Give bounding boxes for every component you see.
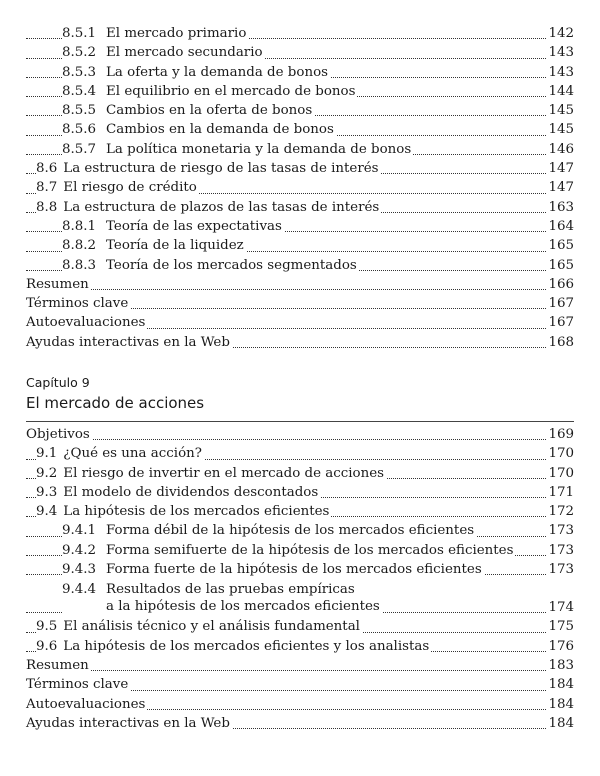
toc-entry-title: La hipótesis de los mercados eficientes: [63, 504, 330, 520]
toc-entry: [26, 236, 574, 255]
toc-entry-title: El mercado secundario: [106, 45, 263, 61]
toc-entry-page: 164: [546, 217, 574, 236]
toc-entry-label: [36, 617, 362, 636]
dot-leader: [26, 289, 548, 290]
toc-entry-number: 8.5.5: [62, 103, 97, 119]
toc-entry-number: 8.5.7: [62, 141, 97, 157]
toc-entry: [26, 294, 574, 313]
toc-entry: [26, 101, 574, 120]
toc-entry-page: 168: [546, 333, 574, 352]
dot-leader: [26, 670, 548, 671]
chapter-title: El mercado de acciones: [26, 394, 205, 412]
toc-entry-number: 8.8.1: [62, 218, 97, 234]
toc-entry-label: [36, 198, 381, 217]
toc-entry-label: [26, 656, 91, 675]
toc-entry: [26, 675, 574, 694]
toc-entry: [26, 714, 574, 733]
toc-entry-title: El mercado primario: [106, 26, 247, 41]
toc-entry-number: 8.5.2: [62, 45, 97, 61]
toc-entry: [26, 217, 574, 236]
toc-entry-label: [26, 275, 91, 294]
toc-entry-page: 143: [546, 43, 574, 62]
toc-entry-page: 163: [546, 198, 574, 217]
toc-entry-number: 9.4: [36, 504, 58, 520]
toc-entry-page: 172: [546, 502, 574, 521]
toc-entry-title: Forma semifuerte de la hipótesis de los mercados eficientes: [106, 542, 514, 558]
toc-entry-number: 8.5.4: [62, 83, 97, 99]
toc-entry-number: 9.1: [36, 446, 58, 462]
toc-entry: [26, 425, 574, 444]
toc-entry: [26, 617, 574, 636]
toc-entry-label: [62, 560, 484, 579]
toc-entry-page: 147: [546, 159, 574, 178]
toc-entry-title: Teoría de las expectativas: [106, 218, 282, 234]
toc-entry-title: ¿Qué es una acción?: [63, 446, 202, 462]
toc-entry-page: 175: [546, 617, 574, 636]
toc-entry-page: 170: [546, 444, 574, 463]
toc-entry-label: [26, 333, 232, 352]
toc-entry: [26, 120, 574, 139]
toc-entry-page: 171: [546, 483, 574, 502]
toc-entry: [26, 579, 574, 617]
toc-entry-number: 9.6: [36, 638, 58, 654]
toc-entry-number: 8.6: [36, 161, 58, 177]
toc-entry-page: 184: [546, 695, 574, 714]
toc-entry-page: 143: [546, 63, 574, 82]
toc-entry: [26, 140, 574, 159]
toc-entry-title: La oferta y la demanda de bonos: [106, 64, 328, 80]
toc-entry-title: Resultados de las pruebas empíricas: [106, 582, 355, 598]
toc-entry-label: [36, 502, 331, 521]
toc-entry: [26, 82, 574, 101]
toc-entry-label: [62, 541, 515, 560]
toc-entry-page: 176: [546, 637, 574, 656]
toc-entry-title: Teoría de los mercados segmentados: [106, 257, 357, 273]
toc-entry-title: El equilibrio en el mercado de bonos: [106, 83, 356, 99]
toc-entry: [26, 178, 574, 197]
toc-entry-label: [62, 120, 336, 139]
toc-entry-page: 142: [546, 24, 574, 43]
toc-entry-number: 8.5.1: [62, 26, 97, 41]
toc-entry: [26, 333, 574, 352]
toc-entry: [26, 560, 574, 579]
toc-entry-page: 183: [546, 656, 574, 675]
toc-entry-page: 173: [546, 541, 574, 560]
toc-entry-label: [26, 313, 147, 332]
toc-entry-label: [36, 178, 199, 197]
toc-entry: [26, 444, 574, 463]
toc-entry: [26, 24, 574, 43]
toc-entry-title: La estructura de plazos de las tasas de interés: [63, 199, 380, 215]
toc-entry: [26, 313, 574, 332]
toc-entry-title: La política monetaria y la demanda de bonos: [106, 141, 412, 157]
toc-entry-page: 165: [546, 256, 574, 275]
toc-entry-page: 170: [546, 464, 574, 483]
toc-entry-label: [62, 217, 284, 236]
toc-entry-label: [26, 675, 130, 694]
toc-entry-label: [62, 521, 476, 540]
toc-entry-page: 144: [546, 82, 574, 101]
toc-entry-page: 174: [548, 600, 574, 616]
toc-entry: [26, 502, 574, 521]
toc-entry-label: [36, 483, 320, 502]
toc-entry-label: [36, 637, 431, 656]
toc-entry-page: 184: [546, 714, 574, 733]
toc-entry: [26, 695, 574, 714]
toc-entry-label: [62, 101, 314, 120]
toc-entry-number: 8.8.2: [62, 238, 97, 254]
toc-entry-number: 9.2: [36, 465, 58, 481]
toc-entry-title: Términos clave: [26, 677, 129, 693]
toc-entry-number: 9.3: [36, 484, 58, 500]
toc-entry-label: [62, 24, 248, 43]
toc-entry-title: El modelo de dividendos descontados: [63, 484, 319, 500]
toc-entry-page: 147: [546, 178, 574, 197]
toc-entry-page: 146: [546, 140, 574, 159]
toc-entry: [26, 275, 574, 294]
toc-entry: [26, 637, 574, 656]
toc-entry-title: Cambios en la demanda de bonos: [106, 122, 334, 138]
toc-entry-number: 9.4.2: [62, 542, 97, 558]
toc-entry-title: El riesgo de invertir en el mercado de acciones: [63, 465, 385, 481]
toc-entry-title: Forma débil de la hipótesis de los mercados eficientes: [106, 523, 475, 539]
toc-entry-label: [26, 425, 92, 444]
toc-entry-page: 169: [546, 425, 574, 444]
toc-entry-number: 8.5.6: [62, 122, 97, 138]
toc-entry-page: 145: [546, 120, 574, 139]
toc-entry-page: 165: [546, 236, 574, 255]
toc-entry-label: [62, 256, 359, 275]
chapter-divider: [26, 421, 574, 422]
toc-entry-page: 173: [546, 521, 574, 540]
toc-entry-title: Autoevaluaciones: [26, 696, 146, 712]
toc-entry-title: Cambios en la oferta de bonos: [106, 103, 313, 119]
toc-entry: [26, 464, 574, 483]
toc-entry-number: 9.4.3: [62, 562, 97, 578]
toc-entry-page: 173: [546, 560, 574, 579]
toc-entry-page: 167: [546, 294, 574, 313]
chapter-label: Capítulo 9: [26, 375, 90, 390]
toc-entry-title: La estructura de riesgo de las tasas de interés: [63, 161, 379, 177]
toc-entry-title: Ayudas interactivas en la Web: [26, 334, 230, 350]
toc-entry: [26, 159, 574, 178]
toc-entry-number: 9.5: [36, 619, 58, 635]
toc-entry: [26, 256, 574, 275]
toc-entry: [26, 483, 574, 502]
toc-entry: [26, 656, 574, 675]
toc-entry-page: 166: [546, 275, 574, 294]
toc-entry-label: [62, 82, 357, 101]
toc-entry-number: 8.7: [36, 180, 58, 196]
toc-entry-number: 8.8: [36, 199, 58, 215]
chapter-heading: [26, 374, 204, 414]
toc-entry-title: La hipótesis de los mercados eficientes y los analistas: [63, 638, 430, 654]
toc-entry-label: [26, 695, 147, 714]
toc-entry: [26, 63, 574, 82]
toc-entry-title: Forma fuerte de la hipótesis de los mercados eficientes: [106, 562, 482, 578]
toc-entry-title-continued: a la hipótesis de los mercados eficientes: [106, 599, 380, 615]
toc-entry-number: 9.4.1: [62, 523, 97, 539]
toc-entry-label: [62, 63, 330, 82]
toc-entry: [26, 521, 574, 540]
toc-entry-label: [26, 294, 130, 313]
toc-entry-title: Resumen: [26, 276, 89, 292]
toc-entry-label: [62, 140, 413, 159]
toc-entry: [26, 541, 574, 560]
dot-leader: [26, 439, 548, 440]
toc-entry-label: [62, 43, 265, 62]
toc-entry-page: 184: [546, 675, 574, 694]
toc-entry-title: Autoevaluaciones: [26, 315, 146, 331]
toc-entry-title: Objetivos: [26, 427, 90, 442]
toc-list-chapter-9: [26, 425, 574, 733]
toc-entry-number: 8.8.3: [62, 257, 97, 273]
toc-entry-label: [36, 444, 204, 463]
toc-entry-label: [62, 236, 246, 255]
toc-entry-title: Teoría de la liquidez: [106, 238, 244, 254]
toc-entry-title: El riesgo de crédito: [63, 180, 197, 196]
toc-entry-title: Términos clave: [26, 296, 129, 312]
toc-entry-title: Resumen: [26, 657, 89, 673]
toc-entry-page: 167: [546, 313, 574, 332]
toc-entry: [26, 43, 574, 62]
toc-entry-label: [26, 714, 232, 733]
toc-entry-label: [36, 159, 381, 178]
toc-entry-label: [36, 464, 386, 483]
toc-entry-title: El análisis técnico y el análisis fundamental: [63, 619, 360, 635]
toc-entry-title: Ayudas interactivas en la Web: [26, 715, 230, 731]
toc-list-continued: [26, 24, 574, 352]
toc-entry-label: [62, 581, 382, 615]
toc-entry-page: 145: [546, 101, 574, 120]
toc-entry-number: 8.5.3: [62, 64, 97, 80]
toc-entry: [26, 198, 574, 217]
toc-entry-number: 9.4.4: [62, 582, 97, 598]
